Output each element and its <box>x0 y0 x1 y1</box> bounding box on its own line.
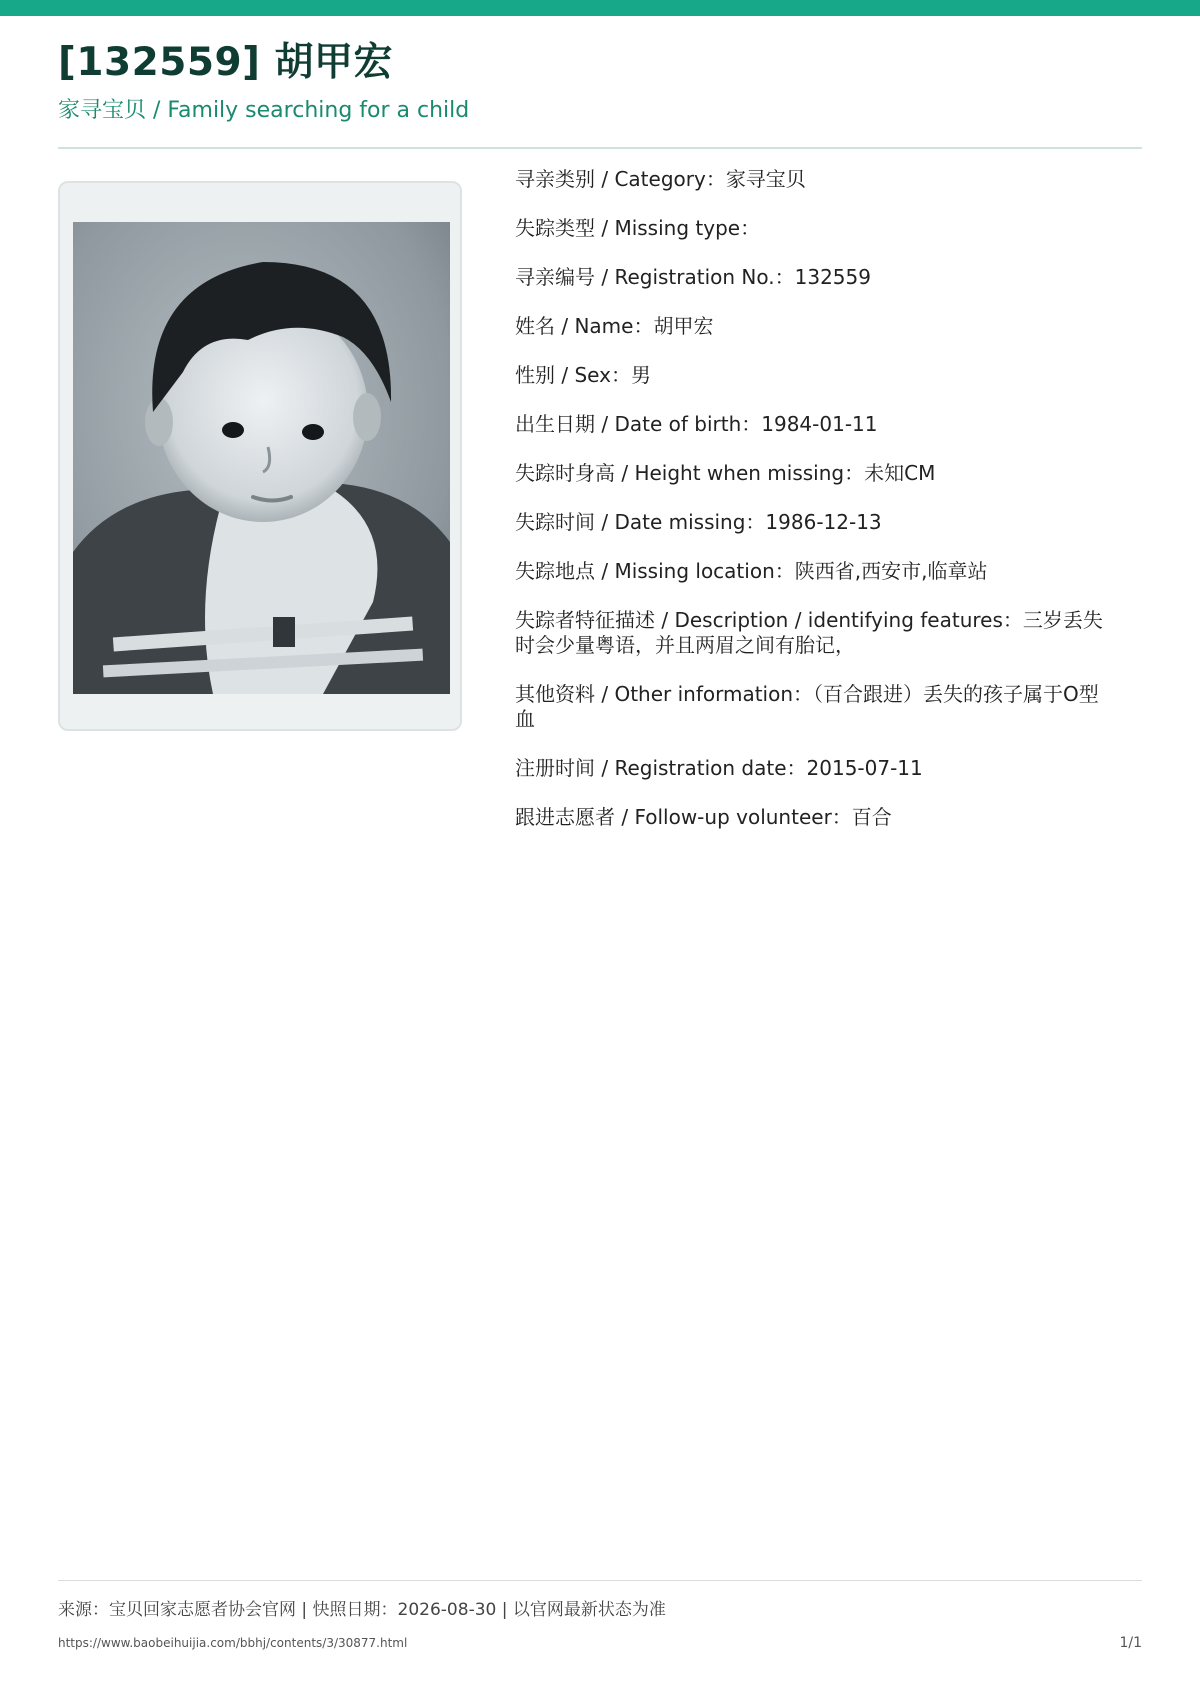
field-name: 姓名 / Name：胡甲宏 <box>515 314 714 338</box>
field-missing-type: 失踪类型 / Missing type： <box>515 216 761 240</box>
field-follow-up-volunteer: 跟进志愿者 / Follow-up volunteer：百合 <box>515 805 892 829</box>
field-height-when-missing: 失踪时身高 / Height when missing：未知CM <box>515 461 936 485</box>
field-registration-no: 寻亲编号 / Registration No.：132559 <box>515 265 871 289</box>
field-sex: 性别 / Sex：男 <box>515 363 651 387</box>
footer-divider <box>58 1580 1142 1581</box>
child-photo <box>73 222 450 694</box>
field-other-information: 其他资料 / Other information：（百合跟进）丢失的孩子属于O型血 <box>515 682 1099 731</box>
field-category: 寻亲类别 / Category：家寻宝贝 <box>515 167 806 191</box>
header-divider <box>58 147 1142 149</box>
footer-source: 来源：宝贝回家志愿者协会官网 | 快照日期：2026-08-30 | 以官网最新状态为准 <box>58 1600 666 1620</box>
field-missing-location: 失踪地点 / Missing location：陕西省,西安市,临章站 <box>515 559 988 583</box>
field-registration-date: 注册时间 / Registration date：2015-07-11 <box>515 756 923 780</box>
field-date-missing: 失踪时间 / Date missing：1986-12-13 <box>515 510 882 534</box>
page-number: 1/1 <box>1119 1635 1142 1651</box>
footer-url: https://www.baobeihuijia.com/bbhj/contents/3/30877.html <box>58 1636 408 1650</box>
record-fields <box>515 167 1105 854</box>
photo-card <box>58 181 462 731</box>
field-description: 失踪者特征描述 / Description / identifying features：三岁丢失时会少量粤语，并且两眉之间有胎记， <box>515 608 1103 657</box>
field-date-of-birth: 出生日期 / Date of birth：1984-01-11 <box>515 412 878 436</box>
page-header <box>58 38 1142 126</box>
page-title: [132559] 胡甲宏 <box>58 40 394 85</box>
top-accent-bar <box>0 0 1200 16</box>
page-subtitle: 家寻宝贝 / Family searching for a child <box>58 98 470 123</box>
